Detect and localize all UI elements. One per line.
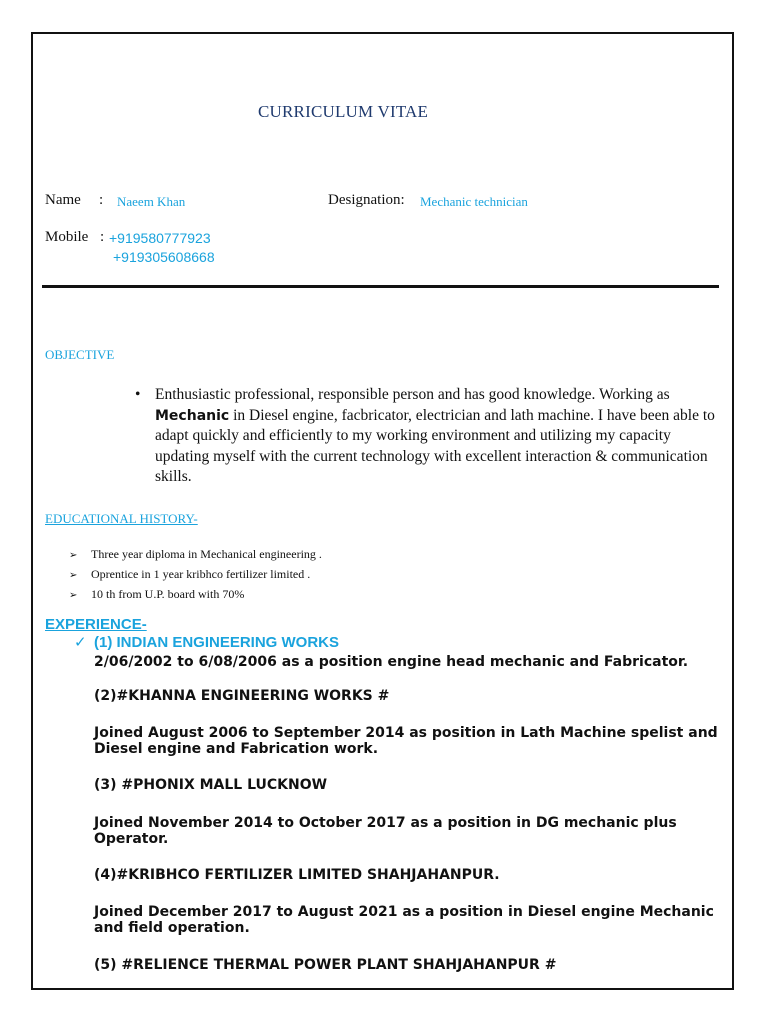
education-heading: EDUCATIONAL HISTORY-: [45, 511, 198, 526]
experience-item-1-title: [74, 633, 339, 651]
company-name-4: (4)#KRIBHCO FERTILIZER LIMITED SHAHJAHANPUR.: [94, 867, 500, 883]
education-item-text: Three year diploma in Mechanical engineering .: [91, 547, 322, 561]
objective-text-end: in Diesel engine, facbricator, electrician and lath machine. I have been able to adapt quickly and efficiently to my working environment and utilizing my capacity updating myself with the current technology with excellent interaction & communication skills.: [155, 406, 715, 485]
education-list: [69, 545, 322, 605]
education-item: [69, 585, 322, 605]
experience-item-3-detail: Joined November 2014 to October 2017 as a position in DG mechanic plus Operator.: [94, 815, 677, 847]
document-title: CURRICULUM VITAE: [258, 102, 429, 121]
name-value: Naeem Khan: [117, 194, 186, 209]
education-item: [69, 545, 322, 565]
arrow-bullet-icon: ➢: [69, 550, 78, 561]
bullet-icon: •: [135, 386, 141, 403]
designation-value: Mechanic technician: [420, 194, 528, 209]
phone-number-2: +919305608668: [113, 249, 215, 265]
name-separator: :: [99, 192, 104, 208]
objective-item: [135, 385, 725, 488]
designation-label: Designation:: [328, 192, 405, 208]
objective-text-start: Enthusiastic professional, responsible person and has good knowledge. Working as: [155, 386, 670, 403]
mobile-label: Mobile: [45, 229, 89, 245]
phone-number-1: +919580777923: [109, 230, 211, 246]
objective-heading: OBJECTIVE: [45, 347, 115, 362]
company-name-1: (1) INDIAN ENGINEERING WORKS: [94, 634, 340, 651]
company-name-2: (2)#KHANNA ENGINEERING WORKS #: [94, 688, 390, 704]
objective-bold-word: Mechanic: [155, 407, 230, 424]
education-item-text: 10 th from U.P. board with 70%: [91, 587, 245, 601]
company-name-5: (5) #RELIENCE THERMAL POWER PLANT SHAHJAHANPUR #: [94, 957, 557, 973]
checkmark-icon: ✓: [74, 634, 87, 651]
objective-list: [135, 385, 725, 488]
experience-item-4-detail: Joined December 2017 to August 2021 as a position in Diesel engine Mechanic and field operation.: [94, 904, 714, 936]
mobile-separator: :: [100, 229, 105, 245]
experience-item-2-detail: Joined August 2006 to September 2014 as position in Lath Machine spelist and Diesel engine and Fabrication work.: [94, 725, 718, 757]
arrow-bullet-icon: ➢: [69, 590, 78, 601]
name-label: Name: [45, 192, 81, 208]
experience-heading: EXPERIENCE-: [45, 616, 147, 633]
education-item-text: Oprentice in 1 year kribhco fertilizer limited .: [91, 567, 311, 581]
company-name-3: (3) #PHONIX MALL LUCKNOW: [94, 777, 328, 793]
header-divider: [42, 285, 719, 288]
arrow-bullet-icon: ➢: [69, 570, 78, 581]
education-item: [69, 565, 322, 585]
experience-item-1-detail: 2/06/2002 to 6/08/2006 as a position engine head mechanic and Fabricator.: [94, 654, 689, 670]
